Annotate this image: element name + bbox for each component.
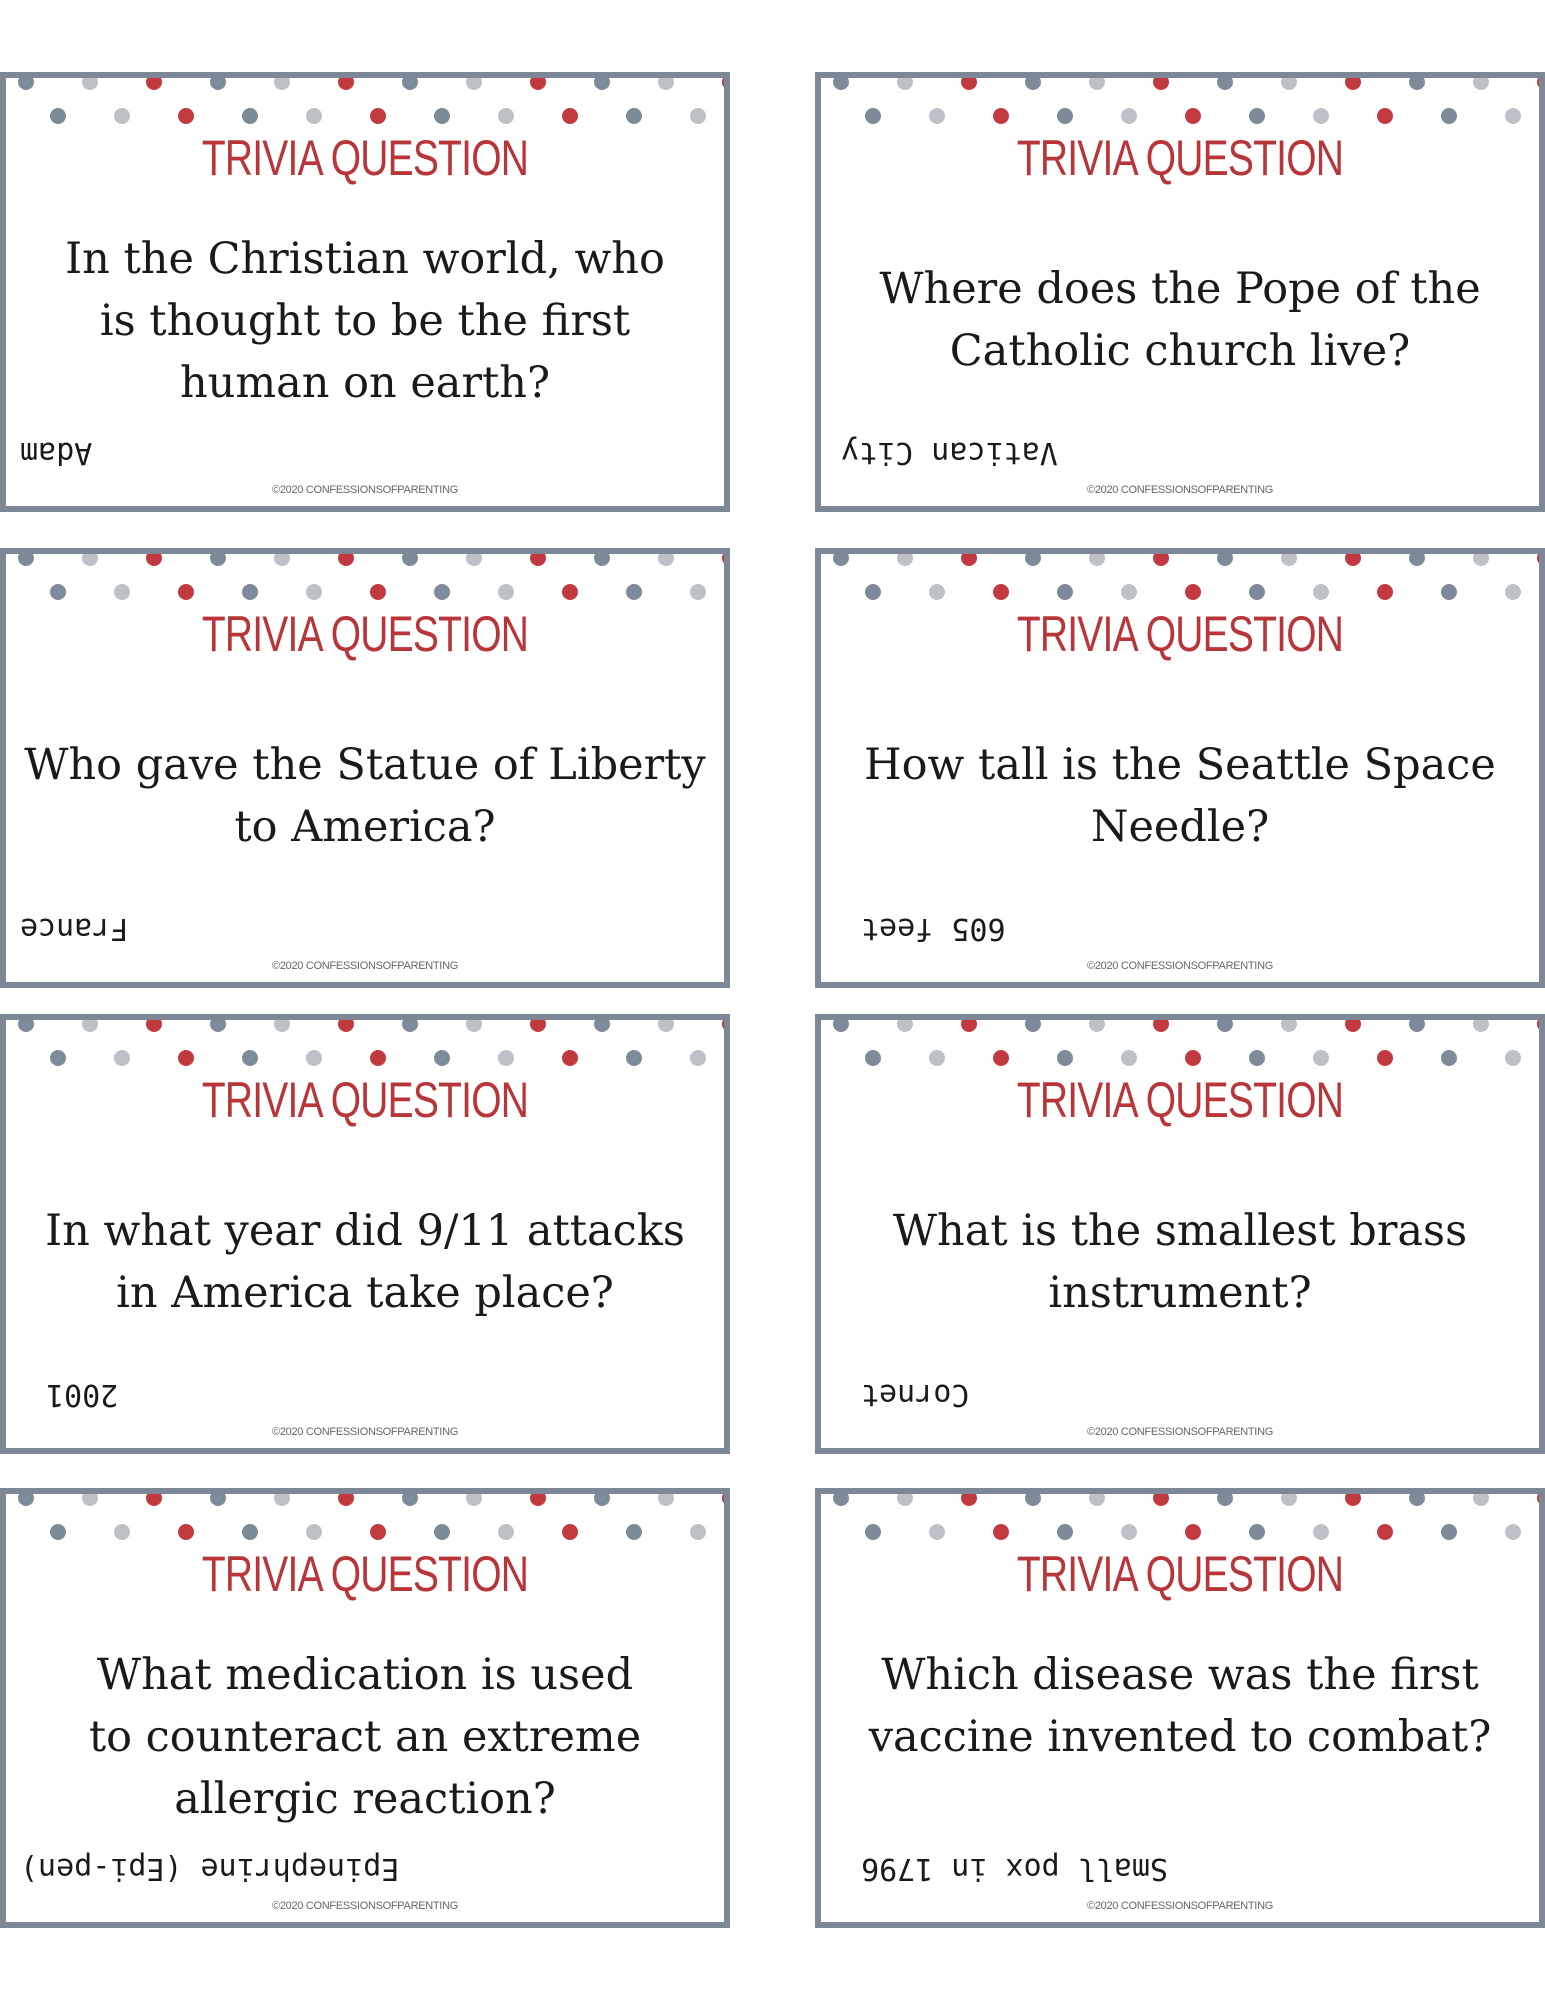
dot-decoration	[146, 74, 162, 90]
dot-decoration	[466, 1016, 482, 1032]
dot-decoration	[993, 108, 1009, 124]
dot-decoration	[961, 1490, 977, 1506]
dot-decoration	[1441, 1050, 1457, 1066]
dot-decoration	[1089, 74, 1105, 90]
dot-decoration	[1505, 1050, 1521, 1066]
dot-decoration	[1377, 584, 1393, 600]
dot-decoration	[530, 550, 546, 566]
card-title: TRIVIA QUESTION	[1016, 130, 1344, 186]
copyright-text: ©2020 CONFESSIONSOFPARENTING	[272, 484, 458, 496]
dot-decoration	[690, 584, 706, 600]
dot-decoration	[1121, 108, 1137, 124]
dot-decoration	[242, 1524, 258, 1540]
question-text: Which disease was the first vaccine invented to combat?	[868, 1650, 1492, 1762]
dot-decoration	[1249, 108, 1265, 124]
dot-decoration	[1345, 1490, 1361, 1506]
dot-decoration	[722, 550, 730, 566]
dot-decoration	[306, 108, 322, 124]
question-text: In the Christian world, who is thought to be the first human on earth?	[65, 234, 665, 408]
question-text: Where does the Pope of the Catholic church live?	[879, 264, 1481, 376]
dot-decoration	[50, 1524, 66, 1540]
trivia-card	[0, 1488, 730, 1928]
dot-decoration	[562, 1050, 578, 1066]
dot-decoration	[146, 550, 162, 566]
copyright-text: ©2020 CONFESSIONSOFPARENTING	[1087, 960, 1273, 972]
dot-decoration	[1057, 1050, 1073, 1066]
dot-decoration	[370, 108, 386, 124]
dot-decoration	[1473, 1490, 1489, 1506]
dot-decoration	[1089, 1490, 1105, 1506]
dot-decoration	[82, 1490, 98, 1506]
trivia-card	[815, 548, 1545, 988]
dot-decoration	[993, 1050, 1009, 1066]
dot-decoration	[961, 74, 977, 90]
dot-decoration	[0, 108, 2, 124]
dot-decoration	[658, 550, 674, 566]
trivia-card	[815, 1014, 1545, 1454]
dot-decoration	[338, 74, 354, 90]
dot-decoration	[833, 1016, 849, 1032]
dot-decoration	[658, 1016, 674, 1032]
dot-decoration	[210, 550, 226, 566]
dot-decoration	[18, 550, 34, 566]
dot-decoration	[1345, 74, 1361, 90]
dot-decoration	[50, 584, 66, 600]
dot-decoration	[1057, 1524, 1073, 1540]
dot-decoration	[18, 74, 34, 90]
dot-decoration	[1345, 550, 1361, 566]
question-text: What is the smallest brass instrument?	[892, 1206, 1468, 1318]
dot-decoration	[1249, 584, 1265, 600]
card-title: TRIVIA QUESTION	[201, 130, 529, 186]
dot-decoration	[434, 584, 450, 600]
dot-decoration	[1185, 1524, 1201, 1540]
dot-decoration	[722, 74, 730, 90]
dot-decoration	[530, 1016, 546, 1032]
dot-decoration	[1313, 1050, 1329, 1066]
dot-decoration	[370, 584, 386, 600]
dot-decoration	[210, 1490, 226, 1506]
dot-decoration	[178, 1050, 194, 1066]
dot-decoration	[833, 74, 849, 90]
dot-decoration	[50, 1050, 66, 1066]
dot-decoration	[833, 1490, 849, 1506]
dot-decoration	[1185, 108, 1201, 124]
dot-decoration	[562, 108, 578, 124]
dot-decoration	[178, 108, 194, 124]
answer-text: Cornet	[861, 1377, 970, 1412]
copyright-text: ©2020 CONFESSIONSOFPARENTING	[1087, 1900, 1273, 1912]
dot-decoration	[897, 74, 913, 90]
dot-decoration	[865, 1524, 881, 1540]
dot-decoration	[690, 1524, 706, 1540]
dot-decoration	[1153, 74, 1169, 90]
dot-decoration	[815, 584, 817, 600]
dot-decoration	[1025, 550, 1041, 566]
dot-decoration	[1441, 108, 1457, 124]
dot-decoration	[434, 1050, 450, 1066]
dot-decoration	[82, 550, 98, 566]
dot-decoration	[1217, 550, 1233, 566]
dot-decoration	[242, 1050, 258, 1066]
dot-decoration	[1153, 1016, 1169, 1032]
dot-decoration	[833, 550, 849, 566]
dot-decoration	[690, 1050, 706, 1066]
dot-decoration	[929, 1524, 945, 1540]
dot-decoration	[961, 550, 977, 566]
dot-decoration	[815, 1050, 817, 1066]
dot-decoration	[114, 584, 130, 600]
dot-decoration	[1057, 584, 1073, 600]
dot-decoration	[1473, 1016, 1489, 1032]
dot-decoration	[562, 584, 578, 600]
dot-decoration	[1217, 74, 1233, 90]
dot-decoration	[306, 1050, 322, 1066]
dot-decoration	[1537, 550, 1545, 566]
dot-decoration	[1473, 74, 1489, 90]
dot-decoration	[1537, 1490, 1545, 1506]
dot-decoration	[1409, 74, 1425, 90]
dot-decoration	[929, 584, 945, 600]
dot-decoration	[434, 1524, 450, 1540]
dot-decoration	[178, 1524, 194, 1540]
trivia-card	[0, 1014, 730, 1454]
dot-decoration	[402, 1490, 418, 1506]
dot-decoration	[1441, 1524, 1457, 1540]
dot-decoration	[1313, 1524, 1329, 1540]
dot-decoration	[658, 1490, 674, 1506]
dot-decoration	[1089, 1016, 1105, 1032]
dot-decoration	[210, 74, 226, 90]
dot-decoration	[865, 108, 881, 124]
dot-decoration	[929, 1050, 945, 1066]
dot-decoration	[0, 584, 2, 600]
dot-decoration	[626, 584, 642, 600]
dot-decoration	[1217, 1490, 1233, 1506]
dot-decoration	[1505, 108, 1521, 124]
dot-decoration	[865, 584, 881, 600]
dot-decoration	[242, 108, 258, 124]
copyright-text: ©2020 CONFESSIONSOFPARENTING	[272, 1426, 458, 1438]
card-title: TRIVIA QUESTION	[201, 1072, 529, 1128]
dot-decoration	[0, 1050, 2, 1066]
dot-decoration	[722, 1016, 730, 1032]
dot-decoration	[626, 108, 642, 124]
trivia-card	[0, 72, 730, 512]
trivia-card	[815, 1488, 1545, 1928]
dot-decoration	[370, 1524, 386, 1540]
card-title: TRIVIA QUESTION	[1016, 606, 1344, 662]
dot-decoration	[338, 1016, 354, 1032]
dot-decoration	[1185, 584, 1201, 600]
dot-decoration	[18, 1016, 34, 1032]
dot-decoration	[1153, 1490, 1169, 1506]
dot-decoration	[1441, 584, 1457, 600]
dot-decoration	[1313, 584, 1329, 600]
dot-decoration	[1217, 1016, 1233, 1032]
dot-decoration	[626, 1524, 642, 1540]
dot-decoration	[178, 584, 194, 600]
card-title: TRIVIA QUESTION	[1016, 1072, 1344, 1128]
dot-decoration	[1409, 1490, 1425, 1506]
trivia-card	[0, 548, 730, 988]
answer-text: Adam	[20, 435, 93, 470]
dot-decoration	[1377, 1524, 1393, 1540]
dot-decoration	[498, 1050, 514, 1066]
question-text: In what year did 9/11 attacks in America take place?	[45, 1206, 685, 1318]
dot-decoration	[815, 1524, 817, 1540]
dot-decoration	[1025, 1490, 1041, 1506]
dot-decoration	[1377, 1050, 1393, 1066]
dot-decoration	[1505, 1524, 1521, 1540]
dot-decoration	[530, 74, 546, 90]
dot-decoration	[498, 1524, 514, 1540]
card-title: TRIVIA QUESTION	[201, 1546, 529, 1602]
dot-decoration	[865, 1050, 881, 1066]
dot-decoration	[1121, 1050, 1137, 1066]
dot-decoration	[1409, 550, 1425, 566]
dot-decoration	[114, 108, 130, 124]
answer-text: Vatican City	[841, 435, 1058, 470]
dot-decoration	[274, 74, 290, 90]
dot-decoration	[993, 584, 1009, 600]
dot-decoration	[114, 1050, 130, 1066]
dot-decoration	[0, 1524, 2, 1540]
dot-decoration	[1249, 1050, 1265, 1066]
copyright-text: ©2020 CONFESSIONSOFPARENTING	[272, 1900, 458, 1912]
dot-decoration	[1377, 108, 1393, 124]
question-text: How tall is the Seattle Space Needle?	[864, 740, 1496, 852]
dot-decoration	[594, 74, 610, 90]
answer-text: Small pox in 1796	[861, 1851, 1169, 1886]
dot-decoration	[722, 1490, 730, 1506]
dot-decoration	[242, 584, 258, 600]
dot-decoration	[1281, 1490, 1297, 1506]
dot-decoration	[562, 1524, 578, 1540]
copyright-text: ©2020 CONFESSIONSOFPARENTING	[272, 960, 458, 972]
dot-decoration	[466, 1490, 482, 1506]
dot-decoration	[1537, 74, 1545, 90]
dot-decoration	[338, 550, 354, 566]
dot-decoration	[1313, 108, 1329, 124]
dot-decoration	[815, 108, 817, 124]
dot-decoration	[1025, 74, 1041, 90]
copyright-text: ©2020 CONFESSIONSOFPARENTING	[1087, 1426, 1273, 1438]
dot-decoration	[146, 1016, 162, 1032]
dot-decoration	[114, 1524, 130, 1540]
dot-decoration	[690, 108, 706, 124]
dot-decoration	[82, 74, 98, 90]
dot-decoration	[274, 1490, 290, 1506]
dot-decoration	[626, 1050, 642, 1066]
dot-decoration	[210, 1016, 226, 1032]
answer-text: France	[20, 911, 129, 946]
dot-decoration	[658, 74, 674, 90]
dot-decoration	[1057, 108, 1073, 124]
dot-decoration	[402, 550, 418, 566]
dot-decoration	[498, 108, 514, 124]
dot-decoration	[306, 584, 322, 600]
dot-decoration	[18, 1490, 34, 1506]
dot-decoration	[402, 74, 418, 90]
dot-decoration	[402, 1016, 418, 1032]
dot-decoration	[1121, 1524, 1137, 1540]
question-text: What medication is used to counteract an extreme allergic reaction?	[88, 1650, 642, 1824]
question-text: Who gave the Statue of Liberty to America?	[24, 740, 706, 852]
dot-decoration	[594, 1016, 610, 1032]
card-title: TRIVIA QUESTION	[1016, 1546, 1344, 1602]
dot-decoration	[146, 1490, 162, 1506]
dot-decoration	[434, 108, 450, 124]
answer-text: Epinephrine (Epi-pen)	[20, 1851, 400, 1886]
dot-decoration	[1345, 1016, 1361, 1032]
answer-text: 605 feet	[861, 911, 1006, 946]
trivia-card	[815, 72, 1545, 512]
answer-text: 2001	[46, 1377, 119, 1412]
dot-decoration	[961, 1016, 977, 1032]
dot-decoration	[1153, 550, 1169, 566]
dot-decoration	[1537, 1016, 1545, 1032]
dot-decoration	[897, 1490, 913, 1506]
dot-decoration	[498, 584, 514, 600]
dot-decoration	[1121, 584, 1137, 600]
dot-decoration	[370, 1050, 386, 1066]
dot-decoration	[466, 550, 482, 566]
dot-decoration	[1281, 74, 1297, 90]
dot-decoration	[274, 1016, 290, 1032]
dot-decoration	[530, 1490, 546, 1506]
dot-decoration	[1505, 584, 1521, 600]
dot-decoration	[1025, 1016, 1041, 1032]
dot-decoration	[929, 108, 945, 124]
dot-decoration	[50, 108, 66, 124]
dot-decoration	[274, 550, 290, 566]
dot-decoration	[466, 74, 482, 90]
dot-decoration	[993, 1524, 1009, 1540]
card-title: TRIVIA QUESTION	[201, 606, 529, 662]
dot-decoration	[1281, 550, 1297, 566]
dot-decoration	[897, 550, 913, 566]
dot-decoration	[1185, 1050, 1201, 1066]
dot-decoration	[1473, 550, 1489, 566]
dot-decoration	[1409, 1016, 1425, 1032]
dot-decoration	[594, 550, 610, 566]
dot-decoration	[338, 1490, 354, 1506]
dot-decoration	[82, 1016, 98, 1032]
dot-decoration	[594, 1490, 610, 1506]
dot-decoration	[306, 1524, 322, 1540]
dot-decoration	[1089, 550, 1105, 566]
dot-decoration	[897, 1016, 913, 1032]
copyright-text: ©2020 CONFESSIONSOFPARENTING	[1087, 484, 1273, 496]
dot-decoration	[1249, 1524, 1265, 1540]
dot-decoration	[1281, 1016, 1297, 1032]
